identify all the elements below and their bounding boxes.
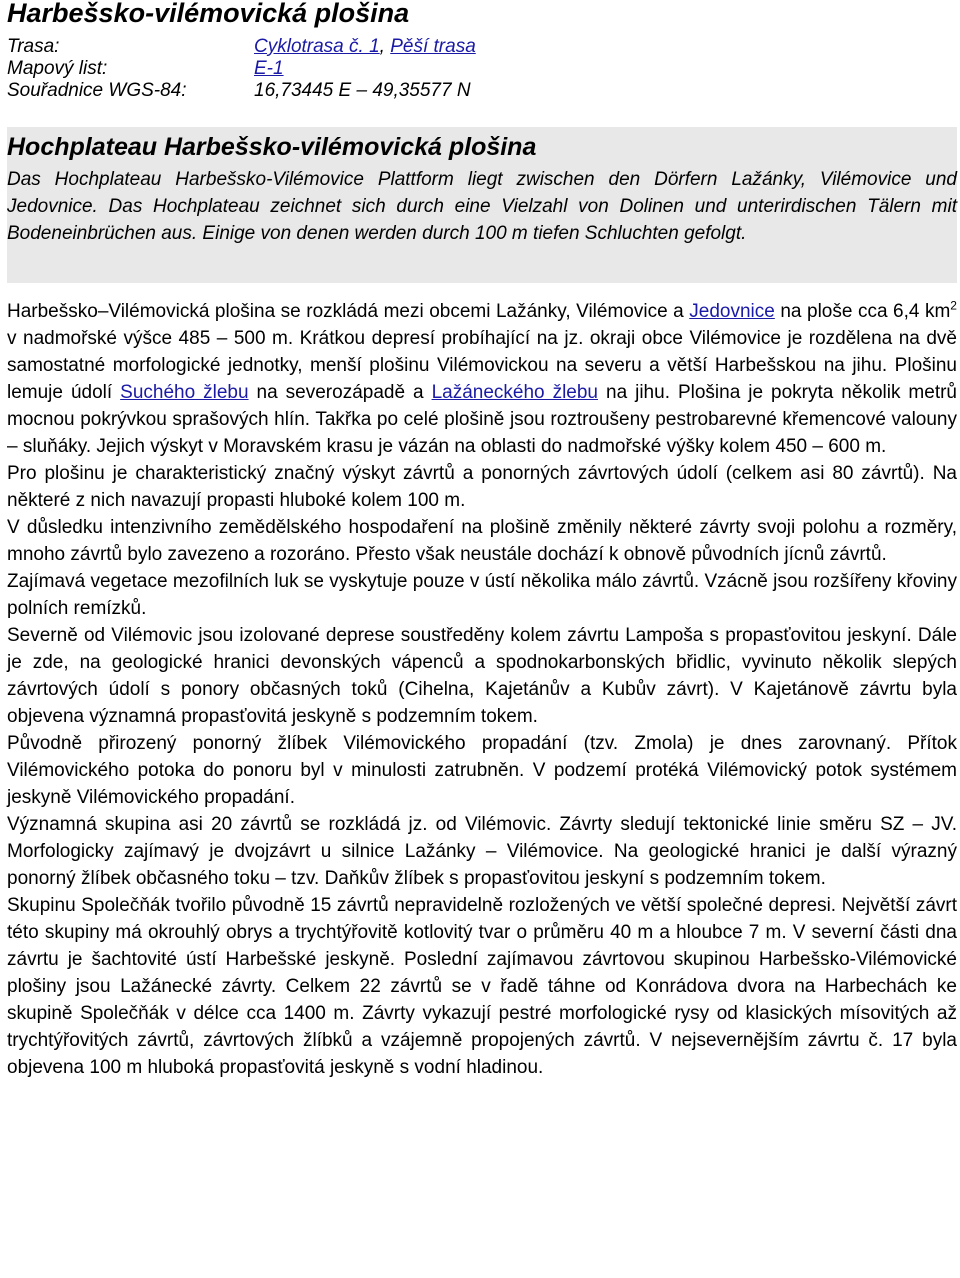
p1-text-e: na jihu. Plošina je pokryta několik metrů mocnou pokrývkou sprašových hlín. Takřka po celé plošině jsou roztroušeny pestrobarevné křemencové valouny – sluňáky. Jejich výskyt v Moravském krasu je vázán na oblasti do nadmořské výšky kolem 450 – 600 m.	[7, 382, 957, 457]
coord-label: Souřadnice WGS-84:	[7, 80, 187, 101]
paragraph-1	[7, 298, 957, 460]
german-summary-box	[7, 127, 957, 283]
p1-text-c: v nadmořské výšce 485 – 500 m. Krátkou depresí probíhající na jz. okraji obce Vilémovice je rozdělena na dvě samostatné morfologické jednotky, menší plošinu Vilémovickou na severu a větší Harbešskou na jihu. Plošinu lemuje údolí	[7, 328, 957, 403]
mapa-link[interactable]: E-1	[254, 58, 284, 79]
paragraph-6: Původně přirozený ponorný žlíbek Vilémovického propadání (tzv. Zmola) je dnes zarovnaný. Přítok Vilémovického potoka do ponoru byl v minulosti zatrubněn. V podzemí protéká Vilémovický potok systémem jeskyně Vilémovického propadání.	[7, 733, 957, 808]
pesi-trasa-link[interactable]: Pěší trasa	[390, 36, 476, 57]
paragraph-7: Významná skupina asi 20 závrtů se rozkládá jz. od Vilémovic. Závrty sledují tektonické linie směru SZ – JV. Morfologicky zajímavý je dvojzávrt u silnice Lažánky – Vilémovice. Na geologické hranici je další výrazný ponorný žlíbek občasného toku – tzv. Daňkův žlíbek s propasťovitou jeskyní s podzemním tokem.	[7, 814, 957, 889]
sucheho-zlebu-link[interactable]: Suchého žlebu	[120, 382, 249, 403]
mapa-label: Mapový list:	[7, 58, 108, 79]
german-text: Das Hochplateau Harbešsko-Vilémovice Plattform liegt zwischen den Dörfern Lažánky, Vilémovice und Jedovnice. Das Hochplateau zeichnet sich durch eine Vielzahl von Dolinen und unterirdischen Tälern mit Bodeneinbrüchen aus. Einige von denen werden durch 100 m tiefen Schluchten gefolgt.	[7, 169, 957, 244]
superscript-2: 2	[950, 298, 957, 313]
trasa-label: Trasa:	[7, 36, 60, 57]
trasa-value	[254, 36, 476, 58]
p1-text-b: na ploše cca 6,4 km	[774, 301, 951, 322]
meta-row-mapa	[7, 58, 607, 80]
jedovnice-link[interactable]: Jedovnice	[689, 301, 775, 322]
paragraph-5: Severně od Vilémovic jsou izolované deprese soustředěny kolem závrtu Lampoša s propasťovitou jeskyní. Dále je zde, na geologické hranici devonských vápenců a spodnokarbonských břidlic, vyvinuto několik slepých závrtových údolí s ponory občasných toků (Cihelna, Kajetánův a Kubův závrt). V Kajetánově závrtu byla objevena významná propasťovitá jeskyně s podzemním tokem.	[7, 625, 957, 727]
cyklotrasa-link[interactable]: Cyklotrasa č. 1	[254, 36, 380, 57]
page-title: Harbešsko-vilémovická plošina	[7, 0, 410, 28]
coord-value: 16,73445 E – 49,35577 N	[254, 80, 471, 101]
meta-row-trasa	[7, 36, 607, 58]
german-heading: Hochplateau Harbešsko-vilémovická plošina	[7, 133, 537, 161]
p1-text-d: na severozápadě a	[248, 382, 432, 403]
paragraph-4: Zajímavá vegetace mezofilních luk se vyskytuje pouze v ústí několika málo závrtů. Vzácně jsou rozšířeny křoviny polních remízků.	[7, 571, 957, 619]
meta-row-coord	[7, 80, 607, 102]
p1-text-a: Harbešsko–Vilémovická plošina se rozkládá mezi obcemi Lažánky, Vilémovice a	[7, 301, 690, 322]
meta-info	[7, 36, 607, 102]
lazaneckeho-zlebu-link[interactable]: Lažáneckého žlebu	[431, 382, 599, 403]
trasa-separator: ,	[379, 36, 391, 57]
czech-body	[7, 298, 957, 1081]
mapa-value	[254, 58, 284, 80]
paragraph-2: Pro plošinu je charakteristický značný výskyt závrtů a ponorných závrtových údolí (celkem asi 80 závrtů). Na některé z nich navazují propasti hluboké kolem 100 m.	[7, 463, 957, 511]
paragraph-3: V důsledku intenzivního zemědělského hospodaření na plošině změnily některé závrty svoji polohu a rozměry, mnoho závrtů bylo zavezeno a rozoráno. Přesto však neustále dochází k obnově původních jícnů závrtů.	[7, 517, 957, 565]
paragraph-8: Skupinu Společňák tvořilo původně 15 závrtů nepravidelně rozložených ve větší společné depresi. Největší závrt této skupiny má okrouhlý obrys a trychtýřovitě kotlovitý tvar o průměru 40 m a hloubce 7 m. V severní části dna závrtu je šachtovité ústí Harbešské jeskyně. Poslední zajímavou závrtovou skupinou Harbešsko-Vilémovické plošiny jsou Lažánecké závrty. Celkem 22 závrtů se v řadě táhne od Konrádova dvora na Harbechách ke skupině Společňák v délce cca 1400 m. Závrty vykazují pestré morfologické rysy od klasických mísovitých až trychtýřovitých závrtů, závrtových žlíbků a vzájemně propojených závrtů. V nejsevernějším závrtu č. 17 byla objevena 100 m hluboká propasťovitá jeskyně s vodní hladinou.	[7, 895, 957, 1078]
